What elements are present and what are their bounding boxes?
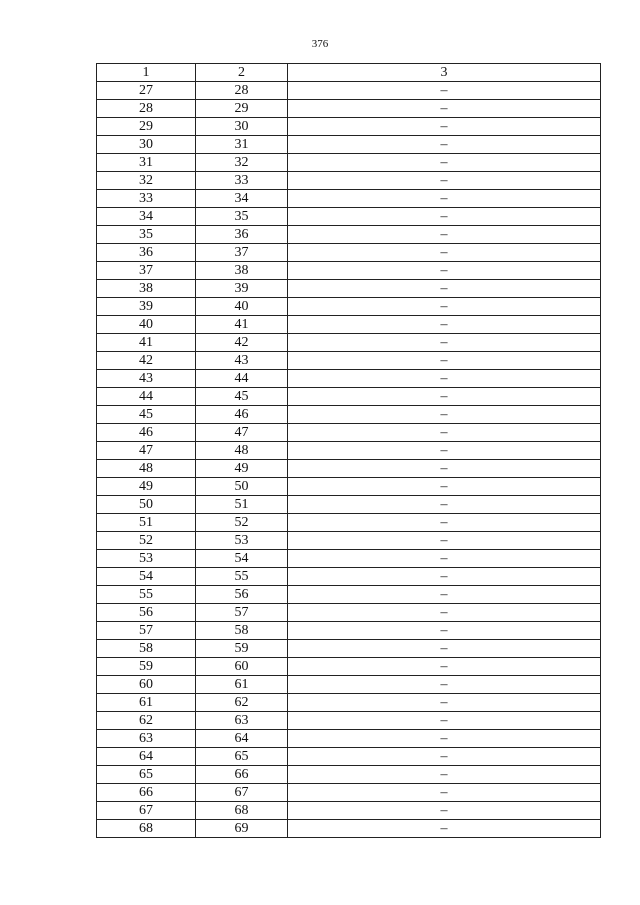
table-cell: 62 [196,694,288,712]
table-row [97,424,601,442]
table-row [97,622,601,640]
table-cell: 54 [97,568,196,586]
table-cell: 50 [97,496,196,514]
table-row [97,352,601,370]
table-cell: – [288,406,601,424]
table-cell: 48 [97,460,196,478]
table-cell: 27 [97,82,196,100]
table-cell: 47 [196,424,288,442]
table-cell: – [288,784,601,802]
table-cell: 38 [196,262,288,280]
table-cell: 59 [196,640,288,658]
table-cell: – [288,82,601,100]
table-cell: 69 [196,820,288,838]
table-row [97,784,601,802]
table-cell: 56 [196,586,288,604]
table-cell: 35 [196,208,288,226]
table-cell: – [288,100,601,118]
table-body [97,82,601,838]
table-row [97,766,601,784]
table-cell: 61 [97,694,196,712]
table-cell: – [288,802,601,820]
table-cell: 37 [196,244,288,262]
table-cell: – [288,550,601,568]
table-row [97,712,601,730]
table-cell: 30 [196,118,288,136]
table-row [97,370,601,388]
table-cell: 37 [97,262,196,280]
table-cell: 49 [97,478,196,496]
table-row [97,172,601,190]
table-cell: 34 [97,208,196,226]
table-cell: 51 [97,514,196,532]
table-cell: 46 [196,406,288,424]
table-cell: – [288,118,601,136]
table-cell: 62 [97,712,196,730]
table-cell: 68 [196,802,288,820]
table-cell: – [288,190,601,208]
table-cell: 44 [196,370,288,388]
table-cell: 58 [97,640,196,658]
table-row [97,586,601,604]
table-cell: – [288,694,601,712]
table-row [97,82,601,100]
table-row [97,694,601,712]
table-cell: 28 [196,82,288,100]
column-header: 2 [196,64,288,82]
table-cell: – [288,352,601,370]
table-row [97,190,601,208]
table-row [97,262,601,280]
table-cell: 33 [97,190,196,208]
table-cell: 33 [196,172,288,190]
table-cell: 60 [97,676,196,694]
table-cell: 43 [97,370,196,388]
table-row [97,478,601,496]
table-row [97,658,601,676]
table-row [97,388,601,406]
table-cell: 32 [196,154,288,172]
table-row [97,460,601,478]
header-row [97,64,601,82]
table-cell: 55 [196,568,288,586]
table-row [97,496,601,514]
table-cell: 57 [196,604,288,622]
table-cell: – [288,640,601,658]
table-cell: 64 [97,748,196,766]
page-number: 376 [311,38,329,50]
table-cell: 61 [196,676,288,694]
table-row [97,244,601,262]
table-cell: – [288,496,601,514]
table-row [97,136,601,154]
table-cell: – [288,136,601,154]
table-row [97,532,601,550]
table-cell: – [288,370,601,388]
table-cell: – [288,676,601,694]
table-row [97,406,601,424]
table-cell: 60 [196,658,288,676]
table-cell: 34 [196,190,288,208]
table-row [97,154,601,172]
table-cell: – [288,712,601,730]
table-cell: 45 [97,406,196,424]
table-cell: 31 [97,154,196,172]
table-cell: 65 [196,748,288,766]
table-cell: 30 [97,136,196,154]
table-cell: – [288,604,601,622]
table-row [97,316,601,334]
table-row [97,820,601,838]
table-cell: 29 [196,100,288,118]
table-cell: 53 [196,532,288,550]
table-cell: 64 [196,730,288,748]
table-row [97,604,601,622]
table-cell: 63 [196,712,288,730]
table-cell: – [288,586,601,604]
table-cell: 42 [97,352,196,370]
table-row [97,226,601,244]
table-cell: – [288,442,601,460]
table-row [97,676,601,694]
table-cell: – [288,280,601,298]
data-table [96,63,601,838]
table-cell: – [288,766,601,784]
table-cell: 28 [97,100,196,118]
table-cell: – [288,514,601,532]
column-header: 3 [288,64,601,82]
table-cell: – [288,730,601,748]
table-cell: 53 [97,550,196,568]
table-cell: 45 [196,388,288,406]
table-cell: – [288,658,601,676]
table-cell: – [288,478,601,496]
table-cell: 63 [97,730,196,748]
table-cell: 47 [97,442,196,460]
table-row [97,334,601,352]
table-row [97,640,601,658]
table-cell: – [288,208,601,226]
table-row [97,748,601,766]
table-cell: 40 [196,298,288,316]
table-cell: – [288,262,601,280]
table-cell: – [288,334,601,352]
table-cell: 59 [97,658,196,676]
table-cell: 58 [196,622,288,640]
table-cell: 46 [97,424,196,442]
table-cell: – [288,244,601,262]
table-row [97,208,601,226]
table-cell: 35 [97,226,196,244]
table-row [97,550,601,568]
table-cell: – [288,172,601,190]
table-cell: 29 [97,118,196,136]
table-row [97,280,601,298]
table-cell: – [288,298,601,316]
table-cell: – [288,424,601,442]
table-cell: 48 [196,442,288,460]
table-cell: 42 [196,334,288,352]
table-row [97,730,601,748]
table-cell: 56 [97,604,196,622]
table-cell: – [288,748,601,766]
table-cell: 39 [196,280,288,298]
table-cell: 66 [196,766,288,784]
table-cell: 50 [196,478,288,496]
table-row [97,118,601,136]
column-header: 1 [97,64,196,82]
table-cell: – [288,460,601,478]
table-cell: 41 [97,334,196,352]
table-cell: – [288,388,601,406]
table-cell: 43 [196,352,288,370]
table-cell: – [288,316,601,334]
table-cell: 52 [196,514,288,532]
table-cell: 67 [196,784,288,802]
table-row [97,442,601,460]
table-cell: 40 [97,316,196,334]
table-cell: 31 [196,136,288,154]
table-row [97,802,601,820]
table-cell: – [288,226,601,244]
table-cell: 38 [97,280,196,298]
table-cell: 51 [196,496,288,514]
table-cell: – [288,568,601,586]
table-cell: – [288,154,601,172]
table-cell: 44 [97,388,196,406]
table-cell: 49 [196,460,288,478]
table-cell: 66 [97,784,196,802]
table-cell: 36 [196,226,288,244]
table-cell: 68 [97,820,196,838]
table-cell: 57 [97,622,196,640]
table-cell: 36 [97,244,196,262]
table-cell: 39 [97,298,196,316]
table-cell: – [288,622,601,640]
table-cell: 55 [97,586,196,604]
table-cell: 65 [97,766,196,784]
table-row [97,514,601,532]
table-cell: 67 [97,802,196,820]
table-row [97,568,601,586]
table-cell: 52 [97,532,196,550]
table-row [97,100,601,118]
table-row [97,298,601,316]
table-cell: – [288,532,601,550]
table-cell: 32 [97,172,196,190]
table-cell: 54 [196,550,288,568]
table-cell: 41 [196,316,288,334]
table-cell: – [288,820,601,838]
